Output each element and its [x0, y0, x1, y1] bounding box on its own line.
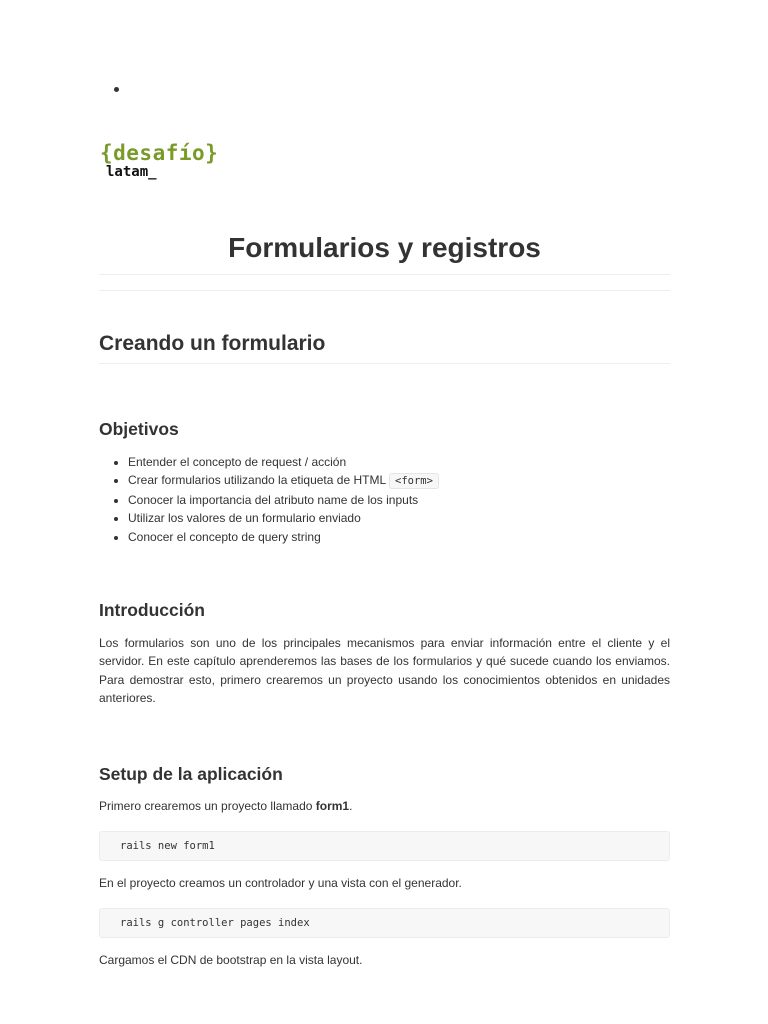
list-item: • Entender el concepto de request / acción: [128, 453, 699, 471]
heading-objetivos: Objetivos: [99, 419, 179, 439]
project-name: form1: [315, 799, 350, 813]
desafio-latam-logo: [100, 140, 220, 184]
section-divider: [99, 290, 670, 291]
intro-paragraph: Los formularios son uno de los principales mecanismos para enviar información entre el cliente y el servidor. En este capítulo aprenderemos las bases de los formularios y qué sucede cuando los enviamos. Para demostrar esto, primero crearemos un proyecto usando los conocimientos obtenidos en unidades anteriores.: [99, 636, 670, 705]
title-divider: [99, 274, 670, 275]
section-heading-underline: [99, 363, 670, 364]
logo-bottom-text: latam_: [106, 164, 157, 180]
code-block-rails-new: [99, 831, 670, 861]
code-text: rails g controller pages index: [120, 917, 310, 929]
list-item: • Crear formularios utilizando la etiqueta de HTML <form>: [128, 471, 699, 490]
code-block-rails-generate: [99, 908, 670, 938]
setup-paragraph-2: En el proyecto creamos un controlador y una vista con el generador.: [99, 876, 462, 890]
setup-paragraph-1: Primero crearemos un proyecto llamado form1.: [99, 799, 353, 813]
code-text: rails new form1: [120, 840, 215, 852]
setup-paragraph-3: Cargamos el CDN de bootstrap en la vista layout.: [99, 953, 363, 967]
page-title: Formularios y registros: [228, 232, 541, 263]
objectives-list: [99, 453, 699, 546]
list-item: • Utilizar los valores de un formulario enviado: [128, 509, 699, 527]
section-heading-creando: Creando un formulario: [99, 332, 326, 355]
list-item: • Conocer la importancia del atributo name de los inputs: [128, 491, 699, 509]
list-bullet: [114, 87, 119, 92]
list-item: • Conocer el concepto de query string: [128, 528, 699, 546]
form-tag-code: <form>: [389, 473, 439, 489]
logo-top-text: {desafío}: [100, 141, 219, 165]
heading-introduccion: Introducción: [99, 600, 205, 620]
heading-setup: Setup de la aplicación: [99, 764, 283, 784]
